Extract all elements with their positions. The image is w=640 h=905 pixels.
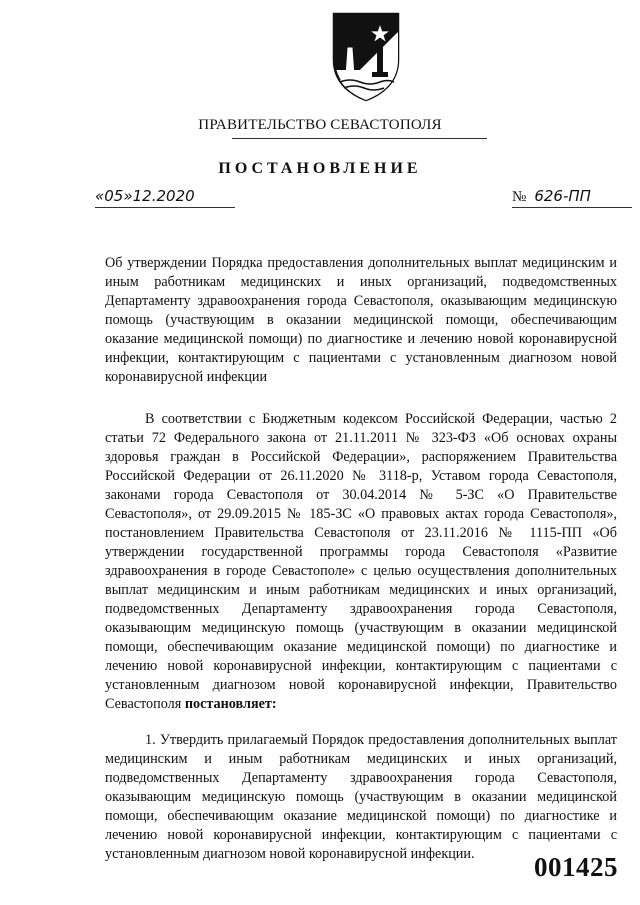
number-value: 626-ПП <box>534 187 591 205</box>
date-month-year: 12.2020 <box>132 187 195 205</box>
decree-word: постановляет: <box>184 696 277 712</box>
coat-of-arms-emblem <box>330 10 402 102</box>
document-title: Об утверждении Порядка предоставления дополнительных выплат медицинским и иным работникам медицинских и иных организаций, подведомственных Департаменту здравоохранения города Севастополя, оказывающим медицинскую помощь (участвующим в оказании медицинской помощи, обеспечивающим оказание медицинской помощи) по диагностике и лечению новой коронавирусной инфекции, контактирующим с пациентами с установленным диагнозом новой коронавирусной инфекции <box>105 255 617 385</box>
preamble-paragraph <box>105 410 617 714</box>
date-open-quote: « <box>95 187 105 205</box>
document-body <box>105 410 617 864</box>
document-date <box>95 187 235 208</box>
number-label: № <box>512 189 527 205</box>
header-divider <box>232 138 487 139</box>
item-1: 1. Утвердить прилагаемый Порядок предоставления дополнительных выплат медицинским и иным работникам медицинских и иных организаций, подведомственных Департаменту здравоохранения города Севастополя, оказывающим медицинскую помощь (участвующим в оказании медицинской помощи, обеспечивающим оказание медицинской помощи) по диагностике и лечению новой коронавирусной инфекции, контактирующим с пациентами с установленным диагнозом новой коронавирусной инфекции. <box>105 732 617 862</box>
date-close-quote: » <box>123 187 133 205</box>
government-name: ПРАВИТЕЛЬСТВО СЕВАСТОПОЛЯ <box>198 117 442 133</box>
document-number <box>512 187 632 208</box>
document-type: ПОСТАНОВЛЕНИЕ <box>218 160 422 177</box>
date-day: 05 <box>104 187 124 205</box>
preamble-text: В соответствии с Бюджетным кодексом Российской Федерации, частью 2 статьи 72 Федерального закона от 21.11.2011 № 323-ФЗ «Об основах охраны здоровья граждан в Российской Федерации», распоряжением Правительства Российской Федерации от 26.11.2020 № 3118-р, Уставом города Севастополя, законами города Севастополя от 30.04.2014 № 5-ЗС «О Правительстве Севастополя», от 29.09.2015 № 185-ЗС «О правовых актах города Севастополя», постановлением Правительства Севастополя от 23.11.2016 № 1115-ПП «Об утверждении государственной программы города Севастополя «Развитие здравоохранения в городе Севастополе» с целью осуществления дополнительных выплат медицинским и иным работникам медицинских и иных организаций, подведомственных Департаменту здравоохранения города Севастополя, оказывающим медицинскую помощь (участвующим в оказании медицинской помощи, обеспечивающим оказание медицинской помощи) по диагностике и лечению новой коронавирусной инфекции, контактирующим с пациентами с установленным диагнозом новой коронавирусной инфекции, Правительство Севастополя <box>105 411 617 712</box>
serial-number: 001425 <box>534 852 618 882</box>
